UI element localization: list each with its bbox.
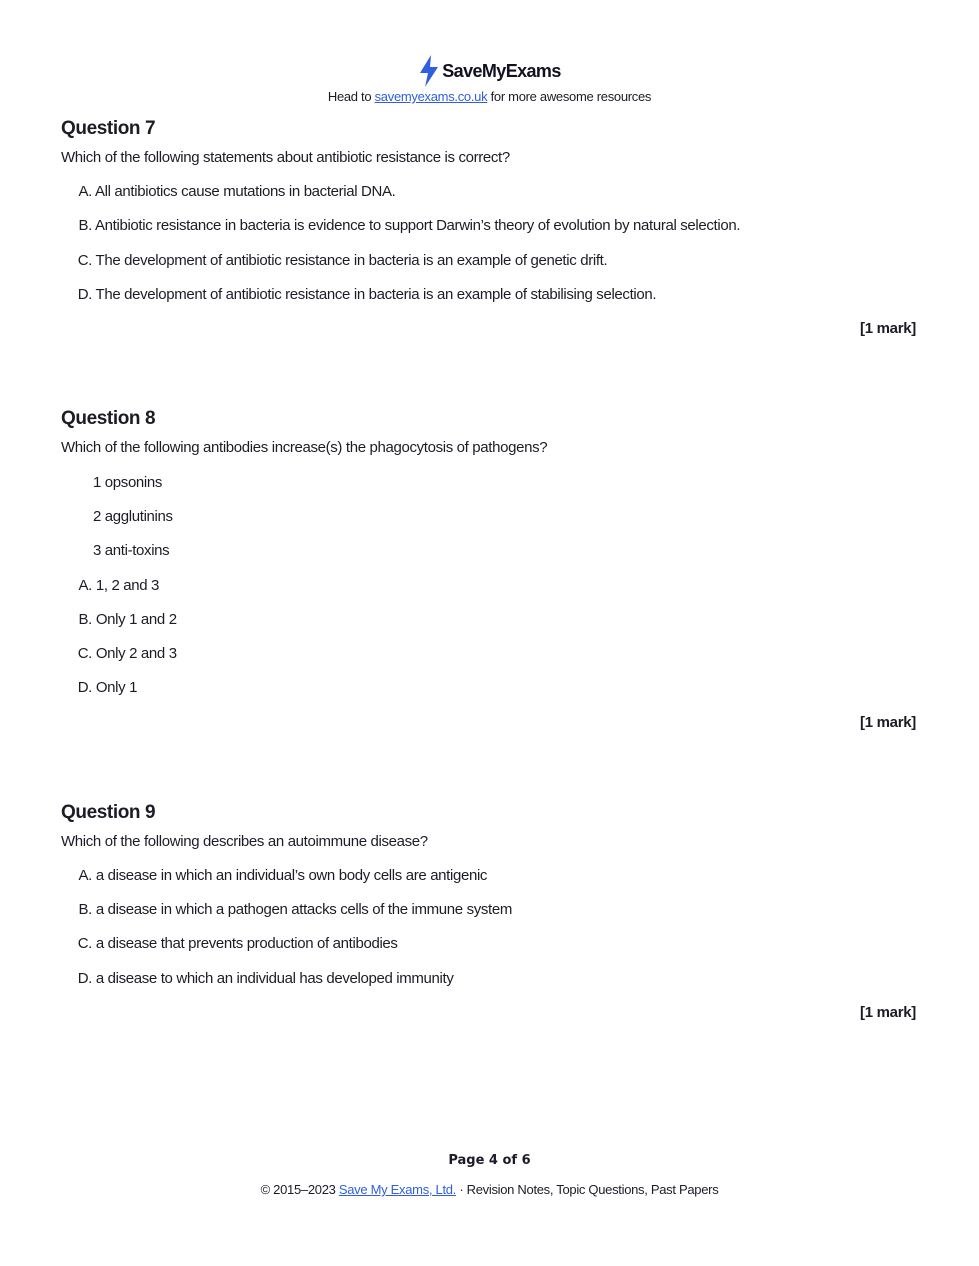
question-7-option-c: C. The development of antibiotic resistance in bacteria is an example of genetic drift.: [77, 252, 608, 269]
question-8-option-c: C. Only 2 and 3: [77, 645, 177, 662]
question-9-option-d: D. a disease to which an individual has developed immunity: [77, 970, 454, 987]
page-footer: [0, 1182, 979, 1197]
question-9-option-b: B. a disease in which a pathogen attacks cells of the immune system: [78, 901, 512, 918]
question-8-stem: Which of the following antibodies increase(s) the phagocytosis of pathogens?: [61, 439, 548, 456]
site-link[interactable]: savemyexams.co.uk: [374, 89, 488, 104]
question-7-option-b: B. Antibiotic resistance in bacteria is evidence to support Darwin’s theory of evolution by natural selection.: [78, 217, 741, 234]
copyright-text: © 2015–2023: [260, 1182, 336, 1197]
question-9-marks: [1 mark]: [860, 1004, 916, 1021]
question-8-statement-3: 3 anti-toxins: [93, 542, 170, 559]
page-header: [0, 54, 979, 92]
question-8-title: Question 8: [61, 408, 156, 429]
brand-logo[interactable]: [418, 54, 561, 88]
question-8-marks: [1 mark]: [860, 714, 916, 731]
question-8-option-b: B. Only 1 and 2: [78, 611, 177, 628]
question-8-statement-1: 1 opsonins: [93, 474, 163, 491]
question-8-option-a: A. 1, 2 and 3: [78, 577, 160, 594]
question-7-stem: Which of the following statements about antibiotic resistance is correct?: [61, 149, 510, 166]
resource-banner: [0, 89, 979, 104]
head-tail-text: for more awesome resources: [490, 89, 652, 104]
head-to-text: Head to: [327, 89, 372, 104]
company-link[interactable]: Save My Exams, Ltd.: [338, 1182, 456, 1197]
page-number: Page 4 of 6: [448, 1153, 531, 1168]
question-8-statement-2: 2 agglutinins: [93, 508, 173, 525]
question-7-option-d: D. The development of antibiotic resistance in bacteria is an example of stabilising selection.: [77, 286, 657, 303]
question-9-stem: Which of the following describes an autoimmune disease?: [61, 833, 428, 850]
question-7-marks: [1 mark]: [860, 320, 916, 337]
lightning-bolt-icon: [418, 55, 440, 87]
brand-name: SaveMyExams: [442, 60, 561, 81]
question-9-option-a: A. a disease in which an individual’s own body cells are antigenic: [78, 867, 488, 884]
question-7-option-a: A. All antibiotics cause mutations in bacterial DNA.: [78, 183, 396, 200]
question-8-option-d: D. Only 1: [77, 679, 138, 696]
question-9-title: Question 9: [61, 802, 156, 823]
footer-tail-text: · Revision Notes, Topic Questions, Past Papers: [459, 1182, 719, 1197]
question-7-title: Question 7: [61, 118, 156, 139]
question-9-option-c: C. a disease that prevents production of antibodies: [77, 935, 398, 952]
